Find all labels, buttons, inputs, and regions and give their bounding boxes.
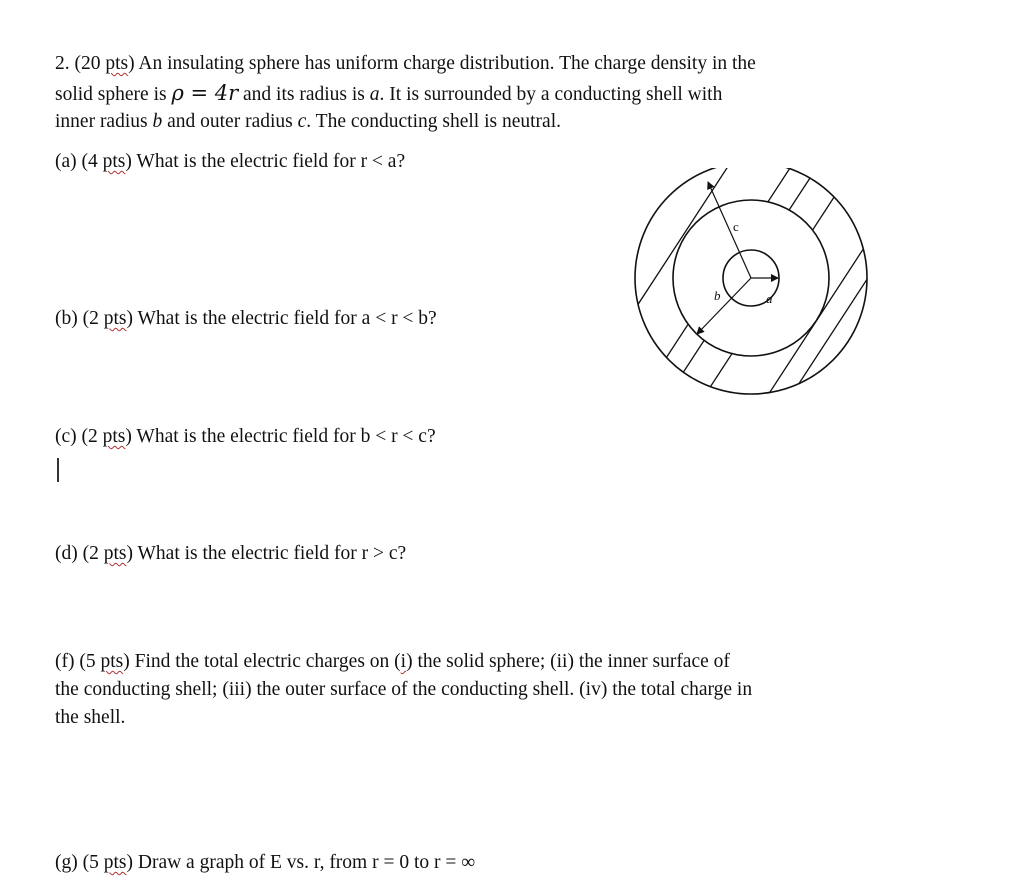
part-f-question-line-3: the shell.	[55, 707, 126, 728]
problem-intro-line-3: inner radius b and outer radius c. The conducting shell is neutral.	[55, 111, 561, 132]
part-g-question: (g) (5 pts) Draw a graph of E vs. r, from r = 0 to r = ∞	[55, 852, 476, 873]
part-f-question-line-1: (f) (5 pts) Find the total electric charges on (i) the solid sphere; (ii) the inner surface of	[55, 651, 730, 672]
label-b: b	[714, 288, 721, 303]
problem-intro-line-2: solid sphere is ρ = 4r and its radius is a. It is surrounded by a conducting shell with	[55, 81, 723, 105]
spellcheck-word[interactable]: pts	[103, 852, 127, 873]
sphere-shell-diagram	[630, 168, 890, 408]
part-d-question: (d) (2 pts) What is the electric field for r > c?	[55, 543, 407, 564]
spellcheck-word[interactable]: pts	[102, 151, 126, 172]
shell-hatching	[630, 168, 890, 408]
part-f-question-line-2: the conducting shell; (iii) the outer surface of the conducting shell. (iv) the total charge in	[55, 679, 753, 700]
spellcheck-word[interactable]: pts	[103, 308, 127, 329]
spellcheck-word[interactable]: pts	[103, 543, 127, 564]
part-c-question: (c) (2 pts) What is the electric field for b < r < c?	[55, 426, 436, 447]
part-a-question: (a) (4 pts) What is the electric field for r < a?	[55, 151, 406, 172]
part-b-question: (b) (2 pts) What is the electric field for a < r < b?	[55, 308, 437, 329]
spellcheck-word[interactable]: pts	[100, 651, 124, 672]
outer-shell-circle	[635, 168, 867, 394]
spellcheck-word[interactable]: pts	[105, 53, 129, 74]
spellcheck-word[interactable]: pts	[102, 426, 126, 447]
label-a: a	[766, 291, 773, 306]
label-c: c	[733, 219, 739, 234]
charge-density-equation: ρ = 4r	[171, 81, 239, 105]
radius-c-arrow	[708, 182, 751, 278]
text-cursor[interactable]	[57, 458, 59, 482]
problem-intro-line-1: 2. (20 pts) An insulating sphere has uniform charge distribution. The charge density in the	[55, 53, 756, 74]
spellcheck-word[interactable]: i	[400, 651, 407, 672]
